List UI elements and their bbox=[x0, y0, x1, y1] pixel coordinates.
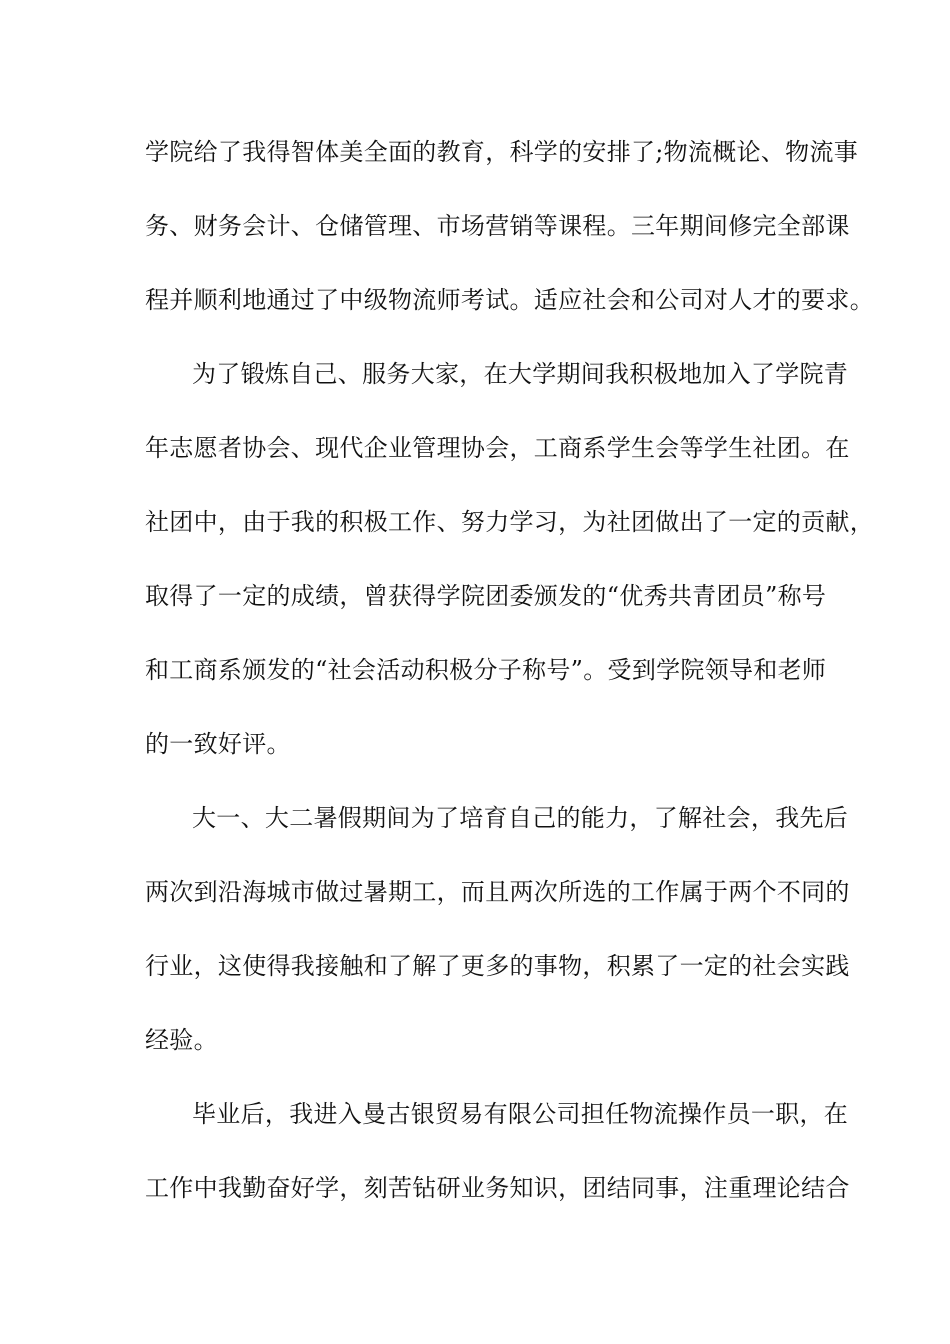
text-line: 程并顺利地通过了中级物流师考试。适应社会和公司对人才的要求。 bbox=[145, 286, 874, 314]
text-line: 和工商系颁发的“社会活动积极分子称号”。受到学院领导和老师 bbox=[145, 656, 827, 684]
text-line: 学院给了我得智体美全面的教育，科学的安排了;物流概论、物流事 bbox=[145, 138, 859, 166]
text-line: 社团中，由于我的积极工作、努力学习，为社团做出了一定的贡献， bbox=[145, 508, 874, 536]
text-line: 行业，这使得我接触和了解了更多的事物，积累了一定的社会实践 bbox=[145, 952, 850, 980]
text-line: 工作中我勤奋好学，刻苦钻研业务知识，团结同事，注重理论结合 bbox=[145, 1174, 850, 1202]
text-line: 取得了一定的成绩，曾获得学院团委颁发的“优秀共青团员”称号 bbox=[145, 582, 827, 610]
paragraph-start-line: 毕业后，我进入曼古银贸易有限公司担任物流操作员一职，在 bbox=[192, 1100, 849, 1128]
paragraph-start-line: 为了锻炼自己、服务大家，在大学期间我积极地加入了学院青 bbox=[192, 360, 849, 388]
text-line: 两次到沿海城市做过暑期工，而且两次所选的工作属于两个不同的 bbox=[145, 878, 850, 906]
text-line: 经验。 bbox=[145, 1026, 218, 1054]
text-line: 务、财务会计、仓储管理、市场营销等课程。三年期间修完全部课 bbox=[145, 212, 850, 240]
text-line: 年志愿者协会、现代企业管理协会，工商系学生会等学生社团。在 bbox=[145, 434, 850, 462]
text-line: 的一致好评。 bbox=[145, 730, 291, 758]
paragraph-start-line: 大一、大二暑假期间为了培育自己的能力，了解社会，我先后 bbox=[192, 804, 849, 832]
